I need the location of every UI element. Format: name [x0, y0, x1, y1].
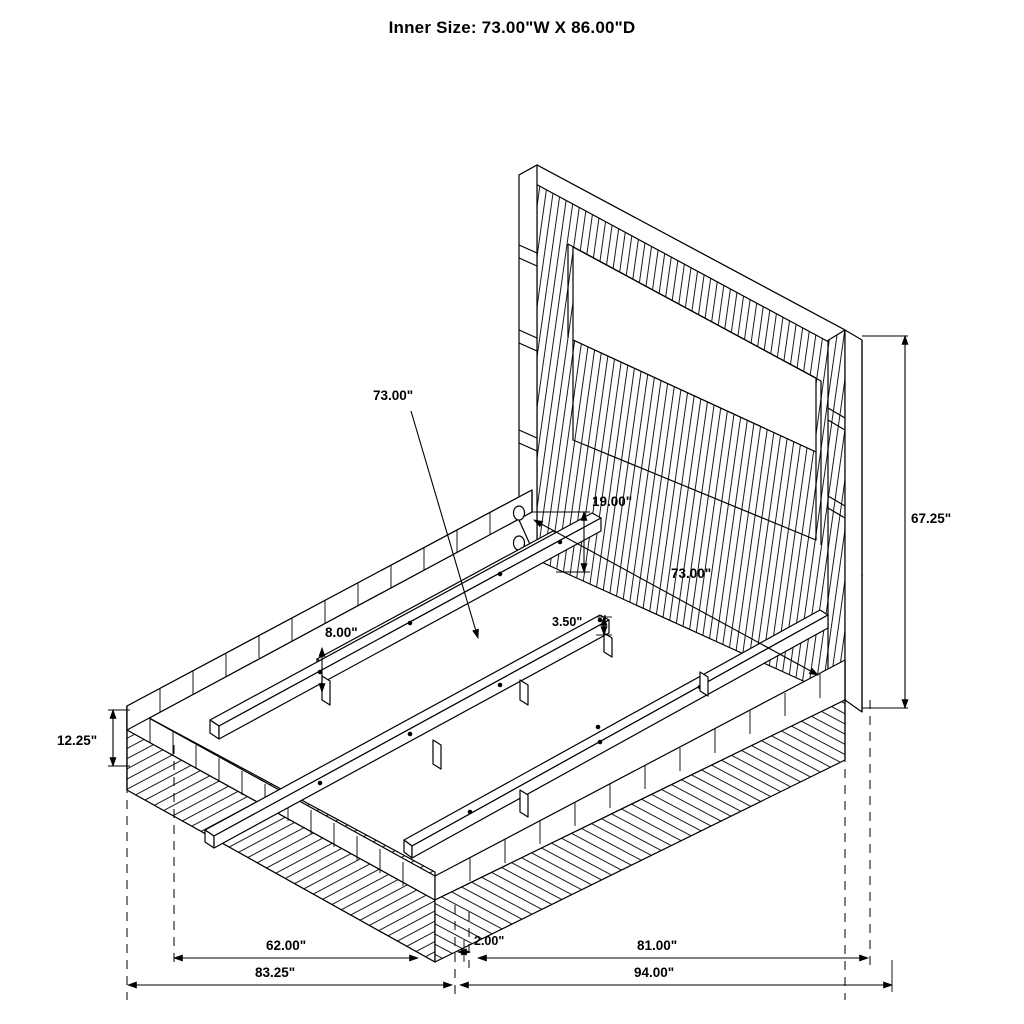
dim-callout-width: 73.00" [373, 388, 414, 403]
dim-side-length: 81.00" [637, 938, 678, 953]
dim-overall-depth: 83.25" [255, 965, 296, 980]
dim-slat-width: 3.50" [552, 615, 583, 629]
bed-geometry [127, 165, 862, 962]
dim-deck-height: 19.00" [592, 494, 633, 509]
page-title: Inner Size: 73.00"W X 86.00"D [388, 18, 636, 37]
dim-overall-length: 94.00" [634, 965, 675, 980]
dim-inner-width: 73.00" [671, 566, 712, 581]
dim-rail-height: 12.25" [57, 733, 98, 748]
dim-rail-thickness: 2.00" [474, 934, 505, 948]
dim-headboard-height: 67.25" [911, 511, 952, 526]
dim-footboard-depth: 62.00" [266, 938, 307, 953]
dim-support-height: 8.00" [325, 625, 358, 640]
